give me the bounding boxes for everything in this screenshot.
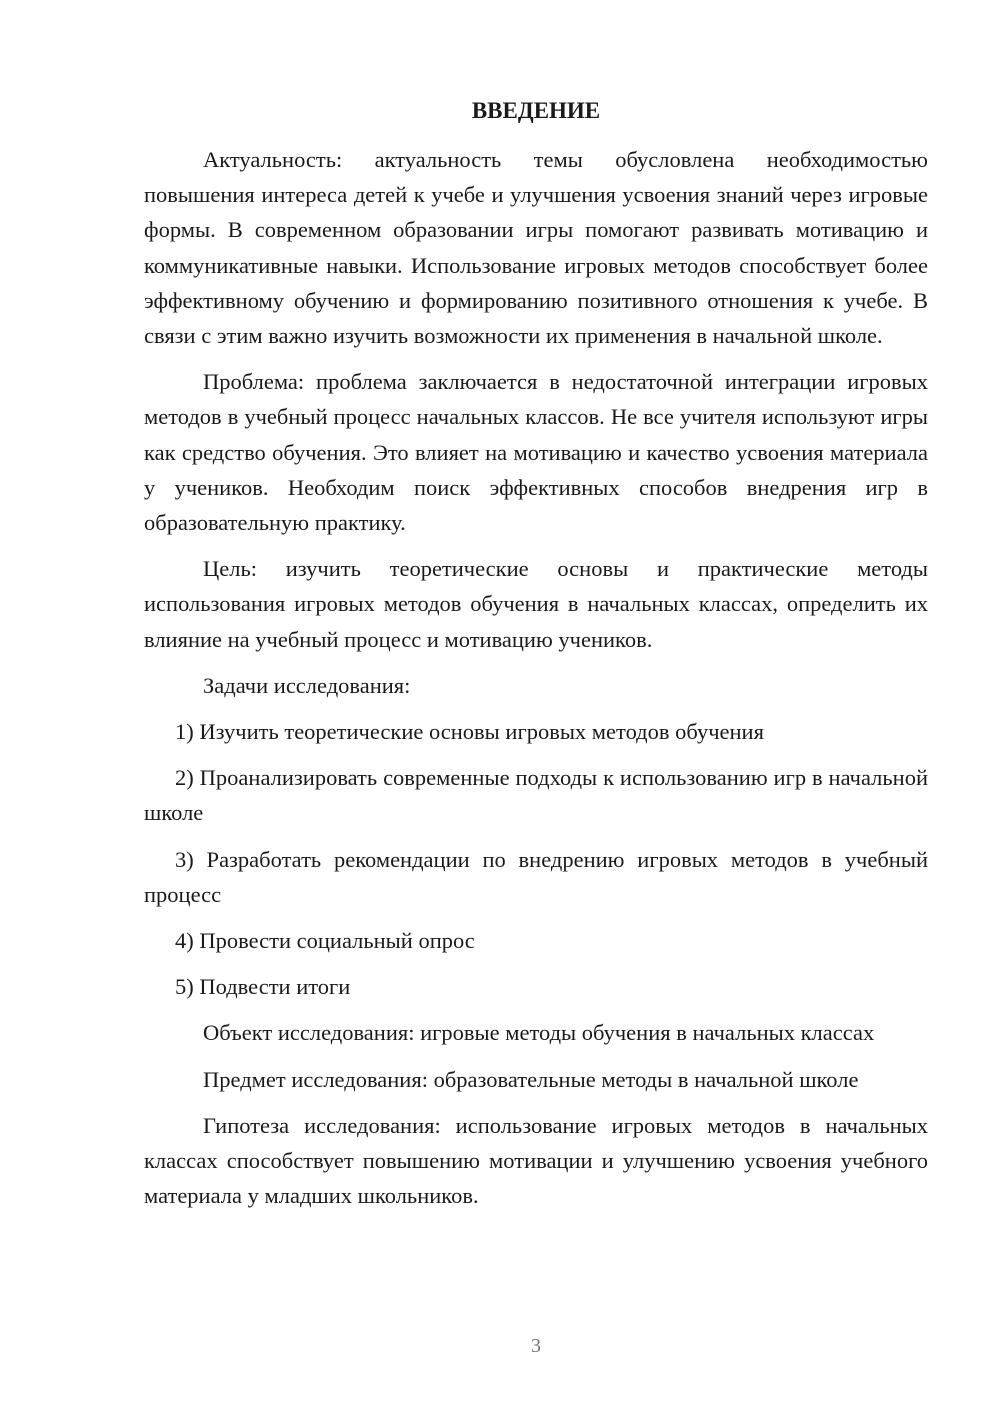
- task-item-2: 2) Проанализировать современные подходы к использованию игр в начальной школе: [144, 765, 928, 826]
- paragraph-goal: Цель: изучить теоретические основы и практические методы использования игровых методов обучения в начальных классах, определить их влияние на учебный процесс и мотивацию учеников.: [144, 556, 928, 652]
- task-item-3: 3) Разработать рекомендации по внедрению игровых методов в учебный процесс: [144, 846, 928, 907]
- paragraph-problem: Проблема: проблема заключается в недостаточной интеграции игровых методов в учебный процесс начальных классов. Не все учителя используют игры как средство обучения. Это влияет на мотивацию и качество усвоения материала у учеников. Необходим поиск эффективных способов внедрения игр в образовательную практику.: [144, 369, 928, 536]
- paragraph-object: Объект исследования: игровые методы обучения в начальных классах: [203, 1020, 875, 1046]
- page-number: 3: [531, 1335, 541, 1357]
- paragraph-subject: Предмет исследования: образовательные методы в начальной школе: [203, 1066, 859, 1092]
- paragraph-relevance: Актуальность: актуальность темы обусловлена необходимостью повышения интереса детей к учебе и улучшения усвоения знаний через игровые формы. В современном образовании игры помогают развивать мотивацию и коммуникативные навыки. Использование игровых методов способствует более эффективному обучению и формированию позитивного отношения к учебе. В связи с этим важно изучить возможности их применения в начальной школе.: [144, 147, 928, 349]
- task-item-1: 1) Изучить теоретические основы игровых методов обучения: [175, 719, 764, 745]
- task-item-4: 4) Провести социальный опрос: [175, 928, 475, 954]
- paragraph-hypothesis: Гипотеза исследования: использование игровых методов в начальных классах способствует повышению мотивации и улучшению усвоения учебного материала у младших школьников.: [144, 1112, 928, 1209]
- task-item-5: 5) Подвести итоги: [175, 974, 351, 1000]
- page-title: ВВЕДЕНИЕ: [471, 98, 601, 123]
- document-body: [144, 142, 928, 1224]
- paragraph-tasks-heading: Задачи исследования:: [203, 672, 411, 698]
